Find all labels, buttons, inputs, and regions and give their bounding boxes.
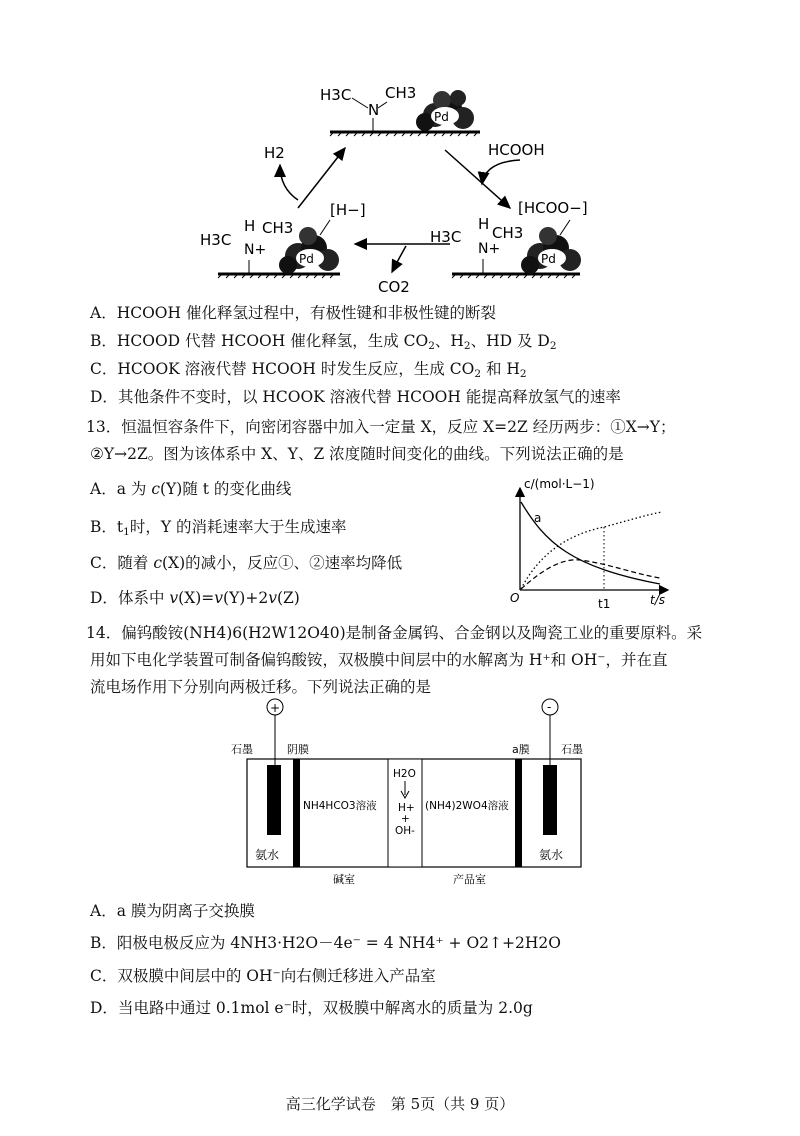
q12-option-a bbox=[90, 302, 496, 324]
q12-b-mid1: 、H bbox=[434, 332, 464, 350]
q13-d-p3: (Z) bbox=[276, 589, 300, 607]
q14-option-b bbox=[90, 932, 561, 954]
pd-cluster-right bbox=[521, 227, 581, 274]
right-ch3: CH3 bbox=[492, 224, 524, 242]
left-nplus: N+ bbox=[244, 242, 267, 258]
q14-stem-line3: 流电场作用下分别向两极迁移。下列说法正确的是 bbox=[90, 678, 432, 696]
hcooh-label: HCOOH bbox=[488, 141, 545, 159]
left-pd-label: Pd bbox=[299, 252, 314, 266]
q12-d-letter: D． bbox=[90, 388, 118, 406]
co2-label: CO2 bbox=[378, 278, 410, 296]
catalytic-cycle-diagram bbox=[180, 70, 620, 300]
q12-c-letter: C． bbox=[90, 360, 118, 378]
q14-c-text: 双极膜中间层中的 OH⁻向右侧迁移进入产品室 bbox=[117, 967, 436, 985]
left-h: H bbox=[244, 217, 256, 235]
pd-cluster-top bbox=[416, 90, 474, 131]
q13-option-b bbox=[90, 516, 346, 543]
q12-c-sub2: 2 bbox=[519, 368, 527, 380]
q13-c-func: c bbox=[153, 554, 162, 572]
q14-option-c bbox=[90, 965, 436, 987]
q12-c-pre: HCOOK 溶液代替 HCOOH 时发生反应，生成 CO bbox=[117, 360, 475, 378]
q12-b-letter: B． bbox=[90, 332, 117, 350]
q12-option-c bbox=[90, 358, 527, 385]
top-pd-label: Pd bbox=[434, 110, 449, 124]
q14-a-letter: A． bbox=[90, 902, 117, 920]
hplus-label: H+ bbox=[398, 802, 415, 814]
q13-option-a bbox=[90, 478, 291, 500]
positive-sign: + bbox=[270, 701, 281, 715]
q14-stem-line2: 用如下电化学装置可制备偏钨酸铵，双极膜中间层中的水解离为 H⁺和 OH⁻，并在直 bbox=[90, 651, 668, 669]
top-n: N bbox=[368, 101, 380, 119]
ammonia-right-label: 氨水 bbox=[539, 848, 564, 862]
t1-label: t1 bbox=[598, 597, 611, 611]
anion-membrane bbox=[293, 759, 300, 867]
q12-a-letter: A． bbox=[90, 304, 117, 322]
q14-option-d bbox=[90, 997, 533, 1019]
q13-stem-line1: 13．恒温恒容条件下，向密闭容器中加入一定量 X，反应 X=2Z 经历两步：①X→Y； bbox=[86, 418, 676, 436]
q12-d-text: 其他条件不变时，以 HCOOK 溶液代替 HCOOH 能提高释放氢气的速率 bbox=[117, 388, 621, 406]
q13-d-letter: D． bbox=[90, 589, 118, 607]
q14-option-a bbox=[90, 900, 255, 922]
ammonia-left-label: 氨水 bbox=[255, 848, 280, 862]
q13-d-v2: v bbox=[214, 589, 224, 607]
h2-label: H2 bbox=[264, 144, 285, 162]
origin-label: O bbox=[510, 591, 520, 605]
q12-b-pre: HCOOD 代替 HCOOH 催化释氢，生成 CO bbox=[116, 332, 429, 350]
q13-b-sub: 1 bbox=[123, 526, 130, 538]
q12-b-sub3: 2 bbox=[549, 340, 557, 352]
left-bracket: [H−] bbox=[330, 201, 366, 219]
electrolysis-apparatus bbox=[225, 695, 605, 890]
h2-release-arrow bbox=[280, 165, 298, 200]
right-h: H bbox=[478, 215, 490, 233]
q13-a-letter: A． bbox=[90, 480, 117, 498]
q13-d-v1: v bbox=[169, 589, 179, 607]
left-h3c: H3C bbox=[200, 231, 232, 249]
q13-c-post: (X)的减小，反应①、②速率均降低 bbox=[162, 554, 403, 572]
q13-option-c bbox=[90, 552, 402, 574]
plus-sign-label: + bbox=[401, 813, 410, 825]
right-h3c: H3C bbox=[430, 228, 462, 246]
q13-b-post: 时，Y 的消耗速率大于生成速率 bbox=[129, 518, 347, 536]
alkali-room-label: 碱室 bbox=[333, 873, 355, 886]
q12-b-sub1: 2 bbox=[428, 340, 435, 352]
graphite-right-label: 石墨 bbox=[561, 743, 583, 756]
left-solution-label: NH4HCO3溶液 bbox=[303, 800, 377, 812]
y-axis-label: c/(mol·L−1) bbox=[524, 477, 595, 491]
q13-d-p1: (X)= bbox=[178, 589, 215, 607]
right-complex bbox=[430, 199, 588, 278]
q12-b-mid2: 、HD 及 D bbox=[470, 332, 550, 350]
q12-b-sub2: 2 bbox=[463, 340, 471, 352]
page-footer: 高三化学试卷 第 5页（共 9 页） bbox=[285, 1095, 515, 1113]
a-membrane-label: a膜 bbox=[512, 743, 530, 756]
q14-a-text: a 膜为阴离子交换膜 bbox=[116, 902, 255, 920]
q12-option-d bbox=[90, 386, 621, 408]
anion-membrane-label: 阴膜 bbox=[287, 743, 309, 756]
q14-d-letter: D． bbox=[90, 999, 118, 1017]
q13-a-post: (Y)随 t 的变化曲线 bbox=[160, 480, 292, 498]
graphite-cathode bbox=[543, 765, 557, 835]
q13-a-func: c bbox=[151, 480, 160, 498]
hcooh-input-arrow bbox=[482, 160, 520, 184]
q12-a-text: HCOOH 催化释氢过程中，有极性键和非极性键的断裂 bbox=[116, 304, 496, 322]
left-complex bbox=[200, 201, 366, 278]
right-nplus: N+ bbox=[478, 241, 501, 257]
graphite-anode bbox=[267, 765, 281, 835]
q12-c-mid1: 和 H bbox=[481, 360, 520, 378]
q13-a-pre: a 为 bbox=[116, 480, 152, 498]
q13-stem-line2: ②Y→2Z。图为该体系中 X、Y、Z 浓度随时间变化的曲线。下列说法正确的是 bbox=[90, 445, 624, 463]
q13-option-d bbox=[90, 587, 300, 609]
q13-c-pre: 随着 bbox=[117, 554, 154, 572]
q13-b-pre: t bbox=[116, 518, 124, 536]
graphite-left-label: 石墨 bbox=[231, 743, 253, 756]
q13-d-pre: 体系中 bbox=[117, 589, 170, 607]
co2-release-arrow bbox=[392, 246, 406, 272]
top-complex bbox=[320, 84, 480, 136]
right-solution-label: (NH4)2WO4溶液 bbox=[425, 800, 509, 812]
arrow-left-to-top bbox=[298, 148, 345, 208]
negative-sign: - bbox=[547, 700, 552, 714]
product-room-label: 产品室 bbox=[453, 873, 486, 886]
left-ch3: CH3 bbox=[262, 219, 294, 237]
q14-b-letter: B． bbox=[90, 934, 117, 952]
q13-d-v3: v bbox=[268, 589, 277, 607]
x-axis-label: t/s bbox=[650, 593, 665, 607]
right-pd-label: Pd bbox=[541, 252, 556, 266]
right-bracket: [HCOO−] bbox=[518, 199, 588, 217]
a-membrane bbox=[515, 759, 522, 867]
curve-z-dotted bbox=[521, 512, 662, 589]
q13-d-p2: (Y)+2 bbox=[223, 589, 269, 607]
q14-c-letter: C． bbox=[90, 967, 118, 985]
q12-c-sub1: 2 bbox=[474, 368, 482, 380]
q12-option-b bbox=[90, 330, 557, 357]
top-h3c: H3C bbox=[320, 86, 352, 104]
ohminus-label: OH- bbox=[395, 825, 415, 837]
q14-d-text: 当电路中通过 0.1mol e⁻时，双极膜中解离水的质量为 2.0g bbox=[117, 999, 533, 1017]
q13-b-letter: B． bbox=[90, 518, 117, 536]
concentration-time-graph bbox=[500, 472, 680, 617]
q14-b-text: 阳极电极反应为 4NH3·H2O－4e⁻ = 4 NH4⁺ + O2↑+2H2O bbox=[116, 934, 561, 952]
curve-a-label: a bbox=[534, 511, 542, 525]
q14-stem-line1: 14．偏钨酸铵(NH4)6(H2W12O40)是制备金属钨、合金钢以及陶瓷工业的重要原料。采 bbox=[86, 624, 703, 642]
q13-c-letter: C． bbox=[90, 554, 118, 572]
water-label: H2O bbox=[393, 768, 416, 780]
top-ch3: CH3 bbox=[385, 84, 417, 102]
